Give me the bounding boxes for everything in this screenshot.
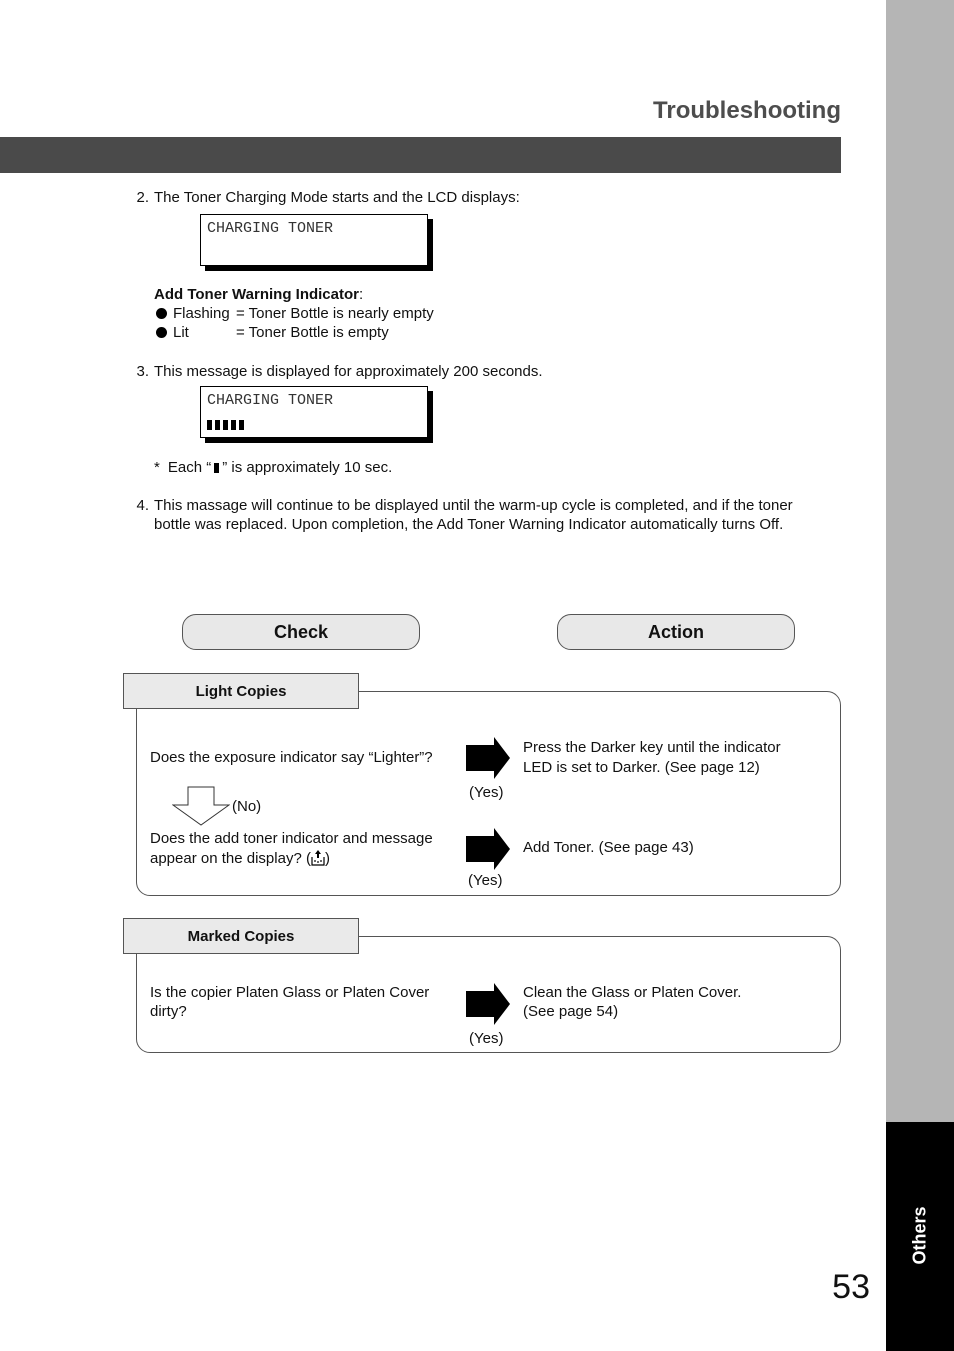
lcd-line-1: CHARGING TONER	[207, 220, 334, 237]
page-title: Troubleshooting	[653, 97, 841, 124]
warning-lit-row: Lit	[156, 323, 189, 342]
marked-q1-line-1: Is the copier Platen Glass or Platen Cover	[150, 984, 430, 1001]
note: * Each “ ” is approximately 10 sec.	[154, 459, 393, 476]
no-label: (No)	[232, 798, 262, 815]
light-a1-line-1: Press the Darker key until the indicator	[523, 739, 781, 756]
header-bar	[0, 137, 841, 173]
marked-a1-line-1: Clean the Glass or Platen Cover.	[523, 984, 742, 1001]
yes-label: (Yes)	[469, 784, 504, 801]
warning-lit-desc: = Toner Bottle is empty	[236, 324, 389, 341]
lcd-display	[200, 214, 428, 266]
marked-copies-tab: Marked Copies	[123, 918, 359, 954]
right-arrow-icon	[466, 737, 512, 779]
step-text: This message is displayed for approximately 200 seconds.	[154, 363, 543, 380]
page-number: 53	[832, 1268, 870, 1306]
progress-block-icon	[207, 420, 212, 430]
light-a1-line-2: LED is set to Darker. (See page 12)	[523, 759, 760, 776]
step-number: 2.	[136, 189, 149, 206]
warning-heading: Add Toner Warning Indicator:	[154, 286, 364, 303]
step-text-line-2: bottle was replaced. Upon completion, the Add Toner Warning Indicator automatically turns Off.	[154, 516, 784, 533]
warning-flashing-row: Flashing	[156, 304, 230, 323]
warning-title: Add Toner Warning Indicator	[154, 286, 359, 303]
toner-icon	[311, 850, 325, 866]
light-q2-line-1: Does the add toner indicator and message	[150, 830, 433, 847]
light-q1: Does the exposure indicator say “Lighter”?	[150, 749, 433, 766]
step-number: 4.	[136, 497, 149, 514]
light-copies-tab: Light Copies	[123, 673, 359, 709]
progress-block-icon	[215, 420, 220, 430]
yes-label: (Yes)	[468, 872, 503, 889]
check-header: Check	[182, 614, 420, 650]
step-text-line-1: This massage will continue to be displayed until the warm-up cycle is completed, and if the toner	[154, 497, 793, 514]
lcd-line-1: CHARGING TONER	[207, 392, 334, 409]
progress-block-icon	[223, 420, 228, 430]
progress-block-icon	[214, 463, 219, 473]
light-a2: Add Toner. (See page 43)	[523, 839, 694, 856]
down-arrow-icon	[172, 786, 230, 826]
bullet-icon	[156, 308, 167, 319]
section-label: Others	[909, 1205, 930, 1265]
right-arrow-icon	[466, 983, 512, 1025]
right-arrow-icon	[466, 828, 512, 870]
marked-q1-line-2: dirty?	[150, 1003, 187, 1020]
step-number: 3.	[136, 363, 149, 380]
warning-flashing-desc: = Toner Bottle is nearly empty	[236, 305, 434, 322]
yes-label: (Yes)	[469, 1030, 504, 1047]
progress-block-icon	[231, 420, 236, 430]
light-q2-line-2: appear on the display? ( )	[150, 850, 330, 867]
action-header: Action	[557, 614, 795, 650]
lcd-display-progress	[200, 386, 428, 438]
progress-blocks	[207, 417, 247, 435]
progress-block-icon	[239, 420, 244, 430]
bullet-icon	[156, 327, 167, 338]
marked-a1-line-2: (See page 54)	[523, 1003, 619, 1020]
step-text: The Toner Charging Mode starts and the LCD displays:	[154, 189, 520, 206]
side-tab-grey	[886, 0, 954, 1122]
